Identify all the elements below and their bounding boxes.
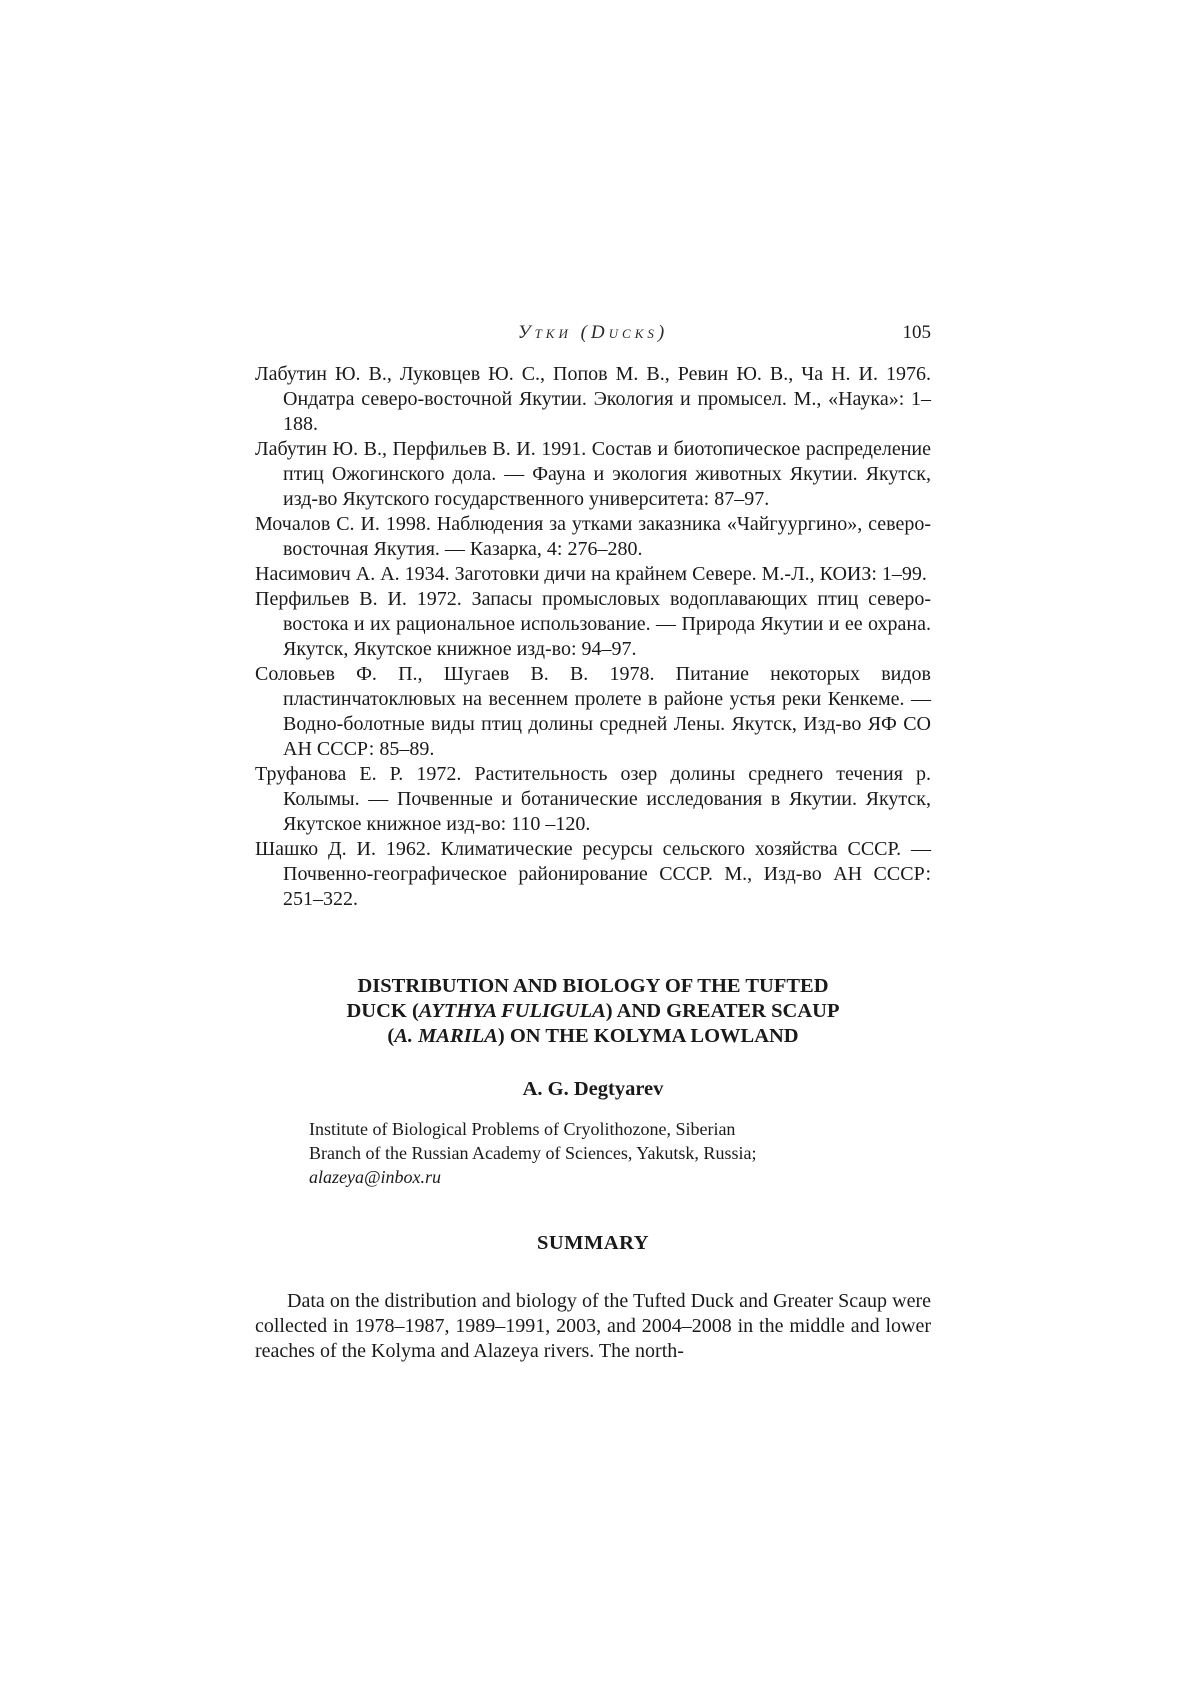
article-title — [255, 974, 931, 1049]
article-title-line: (A. MARILA) ON THE KOLYMA LOWLAND — [387, 1025, 799, 1047]
running-title: Утки (Ducks) — [517, 322, 669, 343]
page-number: 105 — [902, 322, 931, 343]
reference-entry: Лабутин Ю. В., Перфильев В. И. 1991. Состав и биотопическое распределение птиц Ожогинского дола. — Фауна и экология животных Якутии. Якутск, изд-во Якутского государственного университета: 87–97. — [255, 438, 931, 510]
summary-heading: SUMMARY — [536, 1232, 650, 1254]
author-name: A. G. Degtyarev — [522, 1078, 664, 1100]
reference-entry: Лабутин Ю. В., Луковцев Ю. С., Попов М. В., Ревин Ю. В., Ча Н. И. 1976. Ондатра северо-восточной Якутии. Экология и промысел. М., «Наука»: 1–188. — [255, 363, 931, 435]
summary-paragraph: Data on the distribution and biology of the Tufted Duck and Greater Scaup were collected in 1978–1987, 1989–1991, 2003, and 2004–2008 in the middle and lower reaches of the Kolyma and Alazeya rivers. The north- — [255, 1290, 931, 1362]
reference-entry: Перфильев В. И. 1972. Запасы промысловых водоплавающих птиц северо-востока и их рациональное использование. — Природа Якутии и ее охрана. Якутск, Якутское книжное изд-во: 94–97. — [255, 588, 931, 660]
author-email: alazeya@inbox.ru — [309, 1167, 442, 1187]
reference-entry: Шашко Д. И. 1962. Климатические ресурсы сельского хозяйства СССР. — Почвенно-географическое районирование СССР. М., Изд-во АН СССР: 251–322. — [255, 838, 931, 910]
reference-entry: Мочалов С. И. 1998. Наблюдения за утками заказника «Чайгуургино», северо-восточная Якутия. — Казарка, 4: 276–280. — [255, 513, 931, 560]
article-title-line: DISTRIBUTION AND BIOLOGY OF THE TUFTED — [357, 975, 829, 997]
text-column — [255, 320, 931, 1364]
article-title-line: DUCK (AYTHYA FULIGULA) AND GREATER SCAUP — [346, 1000, 840, 1022]
reference-entry: Соловьев Ф. П., Шугаев В. В. 1978. Питание некоторых видов пластинчатоклювых на весеннем пролете в районе устья реки Кенкеме. — Водно-болотные виды птиц долины средней Лены. Якутск, Изд-во ЯФ СО АН СССР: 85–89. — [255, 663, 931, 760]
affiliation-block — [309, 1117, 789, 1189]
reference-entry: Насимович А. А. 1934. Заготовки дичи на крайнем Севере. М.-Л., КОИЗ: 1–99. — [255, 563, 927, 585]
affiliation-text: Institute of Biological Problems of Cryolithozone, Siberian Branch of the Russian Academy of Sciences, Yakutsk, Russia; — [309, 1119, 757, 1163]
references-list — [255, 362, 931, 912]
reference-entry: Труфанова Е. Р. 1972. Растительность озер долины среднего течения р. Колымы. — Почвенные и ботанические исследования в Якутии. Якутск, Якутское книжное изд-во: 110 –120. — [255, 763, 931, 835]
running-header — [255, 320, 931, 346]
